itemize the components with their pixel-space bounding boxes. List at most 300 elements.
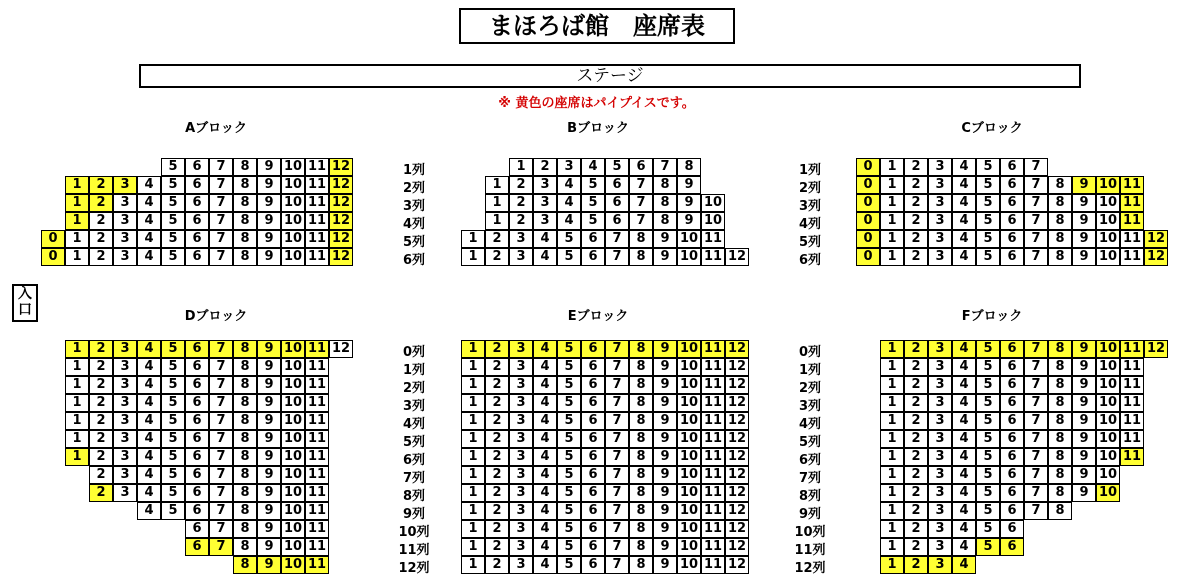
seat-e[interactable]: 6 [581,520,605,538]
seat-a[interactable]: 8 [233,248,257,266]
seat-c[interactable]: 1 [880,194,904,212]
seat-b[interactable]: 2 [485,248,509,266]
seat-e[interactable]: 7 [605,502,629,520]
seat-a[interactable]: 6 [185,230,209,248]
seat-e[interactable]: 5 [557,538,581,556]
seat-e[interactable]: 12 [725,556,749,574]
seat-d[interactable]: 3 [113,394,137,412]
seat-d[interactable]: 7 [209,466,233,484]
seat-e[interactable]: 8 [629,412,653,430]
seat-e[interactable]: 5 [557,448,581,466]
seat-f[interactable]: 2 [904,520,928,538]
seat-a[interactable]: 5 [161,194,185,212]
seat-e[interactable]: 2 [485,520,509,538]
seat-d[interactable]: 1 [65,340,89,358]
seat-a[interactable]: 3 [113,194,137,212]
seat-e[interactable]: 12 [725,466,749,484]
seat-b[interactable]: 1 [485,176,509,194]
seat-f[interactable]: 4 [952,430,976,448]
seat-f[interactable]: 10 [1096,466,1120,484]
seat-f[interactable]: 2 [904,430,928,448]
seat-c[interactable]: 10 [1096,176,1120,194]
seat-c[interactable]: 12 [1144,248,1168,266]
seat-f[interactable]: 5 [976,466,1000,484]
seat-e[interactable]: 3 [509,538,533,556]
seat-a[interactable]: 9 [257,248,281,266]
seat-e[interactable]: 7 [605,484,629,502]
seat-e[interactable]: 7 [605,448,629,466]
seat-c[interactable]: 4 [952,212,976,230]
seat-c[interactable]: 6 [1000,176,1024,194]
seat-d[interactable]: 7 [209,502,233,520]
seat-a[interactable]: 11 [305,248,329,266]
seat-e[interactable]: 12 [725,430,749,448]
seat-a[interactable]: 11 [305,212,329,230]
seat-a[interactable]: 4 [137,176,161,194]
seat-d[interactable]: 1 [65,358,89,376]
seat-f[interactable]: 8 [1048,466,1072,484]
seat-c[interactable]: 7 [1024,194,1048,212]
seat-f[interactable]: 1 [880,484,904,502]
seat-a[interactable]: 4 [137,194,161,212]
seat-f[interactable]: 10 [1096,394,1120,412]
seat-a[interactable]: 5 [161,158,185,176]
seat-e[interactable]: 6 [581,358,605,376]
seat-b[interactable]: 5 [581,176,605,194]
seat-c[interactable]: 2 [904,194,928,212]
seat-f[interactable]: 4 [952,538,976,556]
seat-c[interactable]: 1 [880,248,904,266]
seat-f[interactable]: 9 [1072,376,1096,394]
seat-d[interactable]: 11 [305,340,329,358]
seat-e[interactable]: 8 [629,520,653,538]
seat-f[interactable]: 6 [1000,358,1024,376]
seat-d[interactable]: 8 [233,412,257,430]
seat-f[interactable]: 2 [904,448,928,466]
seat-a[interactable]: 12 [329,230,353,248]
seat-e[interactable]: 2 [485,448,509,466]
seat-e[interactable]: 10 [677,340,701,358]
seat-f[interactable]: 9 [1072,430,1096,448]
seat-f[interactable]: 9 [1072,340,1096,358]
seat-e[interactable]: 3 [509,448,533,466]
seat-d[interactable]: 7 [209,340,233,358]
seat-f[interactable]: 2 [904,340,928,358]
seat-d[interactable]: 5 [161,466,185,484]
seat-b[interactable]: 9 [677,194,701,212]
seat-e[interactable]: 9 [653,340,677,358]
seat-d[interactable]: 4 [137,394,161,412]
seat-d[interactable]: 3 [113,412,137,430]
seat-f[interactable]: 5 [976,340,1000,358]
seat-a[interactable]: 2 [89,230,113,248]
seat-b[interactable]: 5 [557,230,581,248]
seat-f[interactable]: 2 [904,502,928,520]
seat-a[interactable]: 3 [113,248,137,266]
seat-f[interactable]: 4 [952,502,976,520]
seat-f[interactable]: 1 [880,340,904,358]
seat-f[interactable]: 4 [952,376,976,394]
seat-d[interactable]: 6 [185,430,209,448]
seat-e[interactable]: 11 [701,376,725,394]
seat-e[interactable]: 12 [725,340,749,358]
seat-f[interactable]: 1 [880,448,904,466]
seat-d[interactable]: 11 [305,412,329,430]
seat-a[interactable]: 5 [161,248,185,266]
seat-f[interactable]: 7 [1024,502,1048,520]
seat-d[interactable]: 7 [209,448,233,466]
seat-a[interactable]: 7 [209,248,233,266]
seat-e[interactable]: 1 [461,412,485,430]
seat-c[interactable]: 9 [1072,176,1096,194]
seat-d[interactable]: 8 [233,358,257,376]
seat-f[interactable]: 5 [976,394,1000,412]
seat-b[interactable]: 11 [701,248,725,266]
seat-b[interactable]: 7 [653,158,677,176]
seat-d[interactable]: 8 [233,376,257,394]
seat-b[interactable]: 1 [509,158,533,176]
seat-f[interactable]: 7 [1024,430,1048,448]
seat-a[interactable]: 9 [257,194,281,212]
seat-e[interactable]: 11 [701,430,725,448]
seat-f[interactable]: 3 [928,502,952,520]
seat-f[interactable]: 6 [1000,376,1024,394]
seat-e[interactable]: 10 [677,448,701,466]
seat-d[interactable]: 9 [257,502,281,520]
seat-b[interactable]: 6 [581,230,605,248]
seat-d[interactable]: 7 [209,412,233,430]
seat-d[interactable]: 10 [281,448,305,466]
seat-e[interactable]: 9 [653,484,677,502]
seat-c[interactable]: 9 [1072,230,1096,248]
seat-a[interactable]: 3 [113,212,137,230]
seat-b[interactable]: 9 [677,212,701,230]
seat-a[interactable]: 4 [137,230,161,248]
seat-b[interactable]: 3 [533,194,557,212]
seat-f[interactable]: 1 [880,394,904,412]
seat-c[interactable]: 6 [1000,194,1024,212]
seat-d[interactable]: 8 [233,448,257,466]
seat-b[interactable]: 4 [557,212,581,230]
seat-e[interactable]: 5 [557,412,581,430]
seat-c[interactable]: 2 [904,248,928,266]
seat-c[interactable]: 2 [904,158,928,176]
seat-d[interactable]: 10 [281,502,305,520]
seat-d[interactable]: 10 [281,430,305,448]
seat-b[interactable]: 6 [605,176,629,194]
seat-d[interactable]: 5 [161,502,185,520]
seat-f[interactable]: 7 [1024,376,1048,394]
seat-d[interactable]: 3 [113,448,137,466]
seat-a[interactable]: 8 [233,194,257,212]
seat-d[interactable]: 6 [185,358,209,376]
seat-f[interactable]: 3 [928,448,952,466]
seat-c[interactable]: 8 [1048,212,1072,230]
seat-e[interactable]: 10 [677,538,701,556]
seat-d[interactable]: 8 [233,340,257,358]
seat-f[interactable]: 4 [952,394,976,412]
seat-c[interactable]: 0 [856,248,880,266]
seat-e[interactable]: 10 [677,502,701,520]
seat-e[interactable]: 4 [533,538,557,556]
seat-e[interactable]: 6 [581,484,605,502]
seat-e[interactable]: 10 [677,520,701,538]
seat-a[interactable]: 10 [281,194,305,212]
seat-e[interactable]: 1 [461,358,485,376]
seat-d[interactable]: 3 [113,340,137,358]
seat-e[interactable]: 8 [629,358,653,376]
seat-e[interactable]: 11 [701,556,725,574]
seat-f[interactable]: 7 [1024,394,1048,412]
seat-c[interactable]: 9 [1072,212,1096,230]
seat-c[interactable]: 0 [856,230,880,248]
seat-c[interactable]: 3 [928,230,952,248]
seat-e[interactable]: 2 [485,466,509,484]
seat-c[interactable]: 10 [1096,248,1120,266]
seat-e[interactable]: 4 [533,430,557,448]
seat-d[interactable]: 9 [257,394,281,412]
seat-a[interactable]: 0 [41,248,65,266]
seat-e[interactable]: 4 [533,394,557,412]
seat-b[interactable]: 6 [605,194,629,212]
seat-c[interactable]: 2 [904,176,928,194]
seat-f[interactable]: 7 [1024,340,1048,358]
seat-d[interactable]: 10 [281,520,305,538]
seat-c[interactable]: 8 [1048,248,1072,266]
seat-f[interactable]: 11 [1120,340,1144,358]
seat-d[interactable]: 11 [305,394,329,412]
seat-f[interactable]: 11 [1120,376,1144,394]
seat-e[interactable]: 12 [725,502,749,520]
seat-c[interactable]: 11 [1120,194,1144,212]
seat-f[interactable]: 7 [1024,412,1048,430]
seat-d[interactable]: 4 [137,358,161,376]
seat-c[interactable]: 11 [1120,212,1144,230]
seat-a[interactable]: 1 [65,176,89,194]
seat-e[interactable]: 9 [653,466,677,484]
seat-d[interactable]: 3 [113,376,137,394]
seat-b[interactable]: 2 [509,176,533,194]
seat-c[interactable]: 4 [952,194,976,212]
seat-d[interactable]: 3 [113,430,137,448]
seat-d[interactable]: 4 [137,430,161,448]
seat-a[interactable]: 12 [329,158,353,176]
seat-d[interactable]: 12 [329,340,353,358]
seat-f[interactable]: 5 [976,484,1000,502]
seat-e[interactable]: 3 [509,502,533,520]
seat-e[interactable]: 10 [677,358,701,376]
seat-c[interactable]: 1 [880,212,904,230]
seat-b[interactable]: 8 [653,212,677,230]
seat-e[interactable]: 12 [725,484,749,502]
seat-c[interactable]: 0 [856,194,880,212]
seat-a[interactable]: 1 [65,248,89,266]
seat-b[interactable]: 1 [461,248,485,266]
seat-e[interactable]: 10 [677,556,701,574]
seat-d[interactable]: 4 [137,448,161,466]
seat-d[interactable]: 3 [113,484,137,502]
seat-a[interactable]: 7 [209,230,233,248]
seat-f[interactable]: 5 [976,412,1000,430]
seat-e[interactable]: 11 [701,412,725,430]
seat-d[interactable]: 4 [137,376,161,394]
seat-e[interactable]: 2 [485,502,509,520]
seat-d[interactable]: 10 [281,556,305,574]
seat-f[interactable]: 5 [976,358,1000,376]
seat-a[interactable]: 11 [305,158,329,176]
seat-f[interactable]: 10 [1096,484,1120,502]
seat-f[interactable]: 1 [880,430,904,448]
seat-d[interactable]: 10 [281,466,305,484]
seat-e[interactable]: 5 [557,394,581,412]
seat-e[interactable]: 5 [557,502,581,520]
seat-e[interactable]: 7 [605,412,629,430]
seat-d[interactable]: 2 [89,448,113,466]
seat-f[interactable]: 4 [952,466,976,484]
seat-e[interactable]: 3 [509,358,533,376]
seat-d[interactable]: 4 [137,484,161,502]
seat-a[interactable]: 7 [209,176,233,194]
seat-d[interactable]: 11 [305,538,329,556]
seat-d[interactable]: 5 [161,394,185,412]
seat-d[interactable]: 1 [65,412,89,430]
seat-a[interactable]: 2 [89,212,113,230]
seat-e[interactable]: 9 [653,502,677,520]
seat-c[interactable]: 5 [976,248,1000,266]
seat-f[interactable]: 1 [880,466,904,484]
seat-f[interactable]: 10 [1096,376,1120,394]
seat-e[interactable]: 10 [677,484,701,502]
seat-f[interactable]: 3 [928,484,952,502]
seat-f[interactable]: 3 [928,358,952,376]
seat-e[interactable]: 5 [557,556,581,574]
seat-f[interactable]: 8 [1048,358,1072,376]
seat-e[interactable]: 7 [605,376,629,394]
seat-a[interactable]: 6 [185,248,209,266]
seat-a[interactable]: 10 [281,230,305,248]
seat-f[interactable]: 7 [1024,466,1048,484]
seat-c[interactable]: 3 [928,194,952,212]
seat-d[interactable]: 6 [185,394,209,412]
seat-f[interactable]: 11 [1120,430,1144,448]
seat-e[interactable]: 11 [701,538,725,556]
seat-b[interactable]: 2 [509,194,533,212]
seat-d[interactable]: 11 [305,358,329,376]
seat-a[interactable]: 12 [329,176,353,194]
seat-d[interactable]: 10 [281,484,305,502]
seat-f[interactable]: 6 [1000,520,1024,538]
seat-b[interactable]: 9 [677,176,701,194]
seat-d[interactable]: 2 [89,466,113,484]
seat-c[interactable]: 8 [1048,194,1072,212]
seat-d[interactable]: 9 [257,520,281,538]
seat-a[interactable]: 7 [209,212,233,230]
seat-e[interactable]: 4 [533,412,557,430]
seat-d[interactable]: 9 [257,466,281,484]
seat-f[interactable]: 7 [1024,358,1048,376]
seat-d[interactable]: 4 [137,412,161,430]
seat-f[interactable]: 4 [952,448,976,466]
seat-e[interactable]: 7 [605,466,629,484]
seat-b[interactable]: 3 [533,212,557,230]
seat-e[interactable]: 6 [581,376,605,394]
seat-a[interactable]: 9 [257,158,281,176]
seat-c[interactable]: 10 [1096,194,1120,212]
seat-a[interactable]: 9 [257,230,281,248]
seat-e[interactable]: 5 [557,484,581,502]
seat-a[interactable]: 7 [209,158,233,176]
seat-d[interactable]: 2 [89,358,113,376]
seat-c[interactable]: 4 [952,176,976,194]
seat-d[interactable]: 8 [233,538,257,556]
seat-b[interactable]: 4 [557,194,581,212]
seat-d[interactable]: 7 [209,484,233,502]
seat-b[interactable]: 4 [581,158,605,176]
seat-b[interactable]: 3 [557,158,581,176]
seat-b[interactable]: 4 [533,230,557,248]
seat-d[interactable]: 2 [89,412,113,430]
seat-e[interactable]: 5 [557,430,581,448]
seat-e[interactable]: 5 [557,358,581,376]
seat-f[interactable]: 5 [976,430,1000,448]
seat-f[interactable]: 1 [880,556,904,574]
seat-a[interactable]: 12 [329,248,353,266]
seat-c[interactable]: 3 [928,212,952,230]
seat-d[interactable]: 8 [233,430,257,448]
seat-e[interactable]: 1 [461,430,485,448]
seat-f[interactable]: 2 [904,394,928,412]
seat-c[interactable]: 3 [928,158,952,176]
seat-e[interactable]: 6 [581,502,605,520]
seat-e[interactable]: 2 [485,340,509,358]
seat-a[interactable]: 9 [257,176,281,194]
seat-d[interactable]: 1 [65,430,89,448]
seat-d[interactable]: 6 [185,484,209,502]
seat-d[interactable]: 10 [281,412,305,430]
seat-e[interactable]: 11 [701,520,725,538]
seat-d[interactable]: 8 [233,502,257,520]
seat-b[interactable]: 1 [485,194,509,212]
seat-d[interactable]: 5 [161,484,185,502]
seat-e[interactable]: 11 [701,502,725,520]
seat-f[interactable]: 1 [880,376,904,394]
seat-f[interactable]: 8 [1048,448,1072,466]
seat-b[interactable]: 10 [701,194,725,212]
seat-b[interactable]: 4 [533,248,557,266]
seat-b[interactable]: 6 [629,158,653,176]
seat-b[interactable]: 8 [653,176,677,194]
seat-d[interactable]: 8 [233,556,257,574]
seat-a[interactable]: 7 [209,194,233,212]
seat-d[interactable]: 9 [257,484,281,502]
seat-b[interactable]: 11 [701,230,725,248]
seat-a[interactable]: 11 [305,194,329,212]
seat-e[interactable]: 10 [677,376,701,394]
seat-e[interactable]: 2 [485,556,509,574]
seat-d[interactable]: 7 [209,520,233,538]
seat-d[interactable]: 10 [281,394,305,412]
seat-a[interactable]: 2 [89,194,113,212]
seat-e[interactable]: 12 [725,520,749,538]
seat-e[interactable]: 3 [509,430,533,448]
seat-f[interactable]: 2 [904,358,928,376]
seat-d[interactable]: 11 [305,484,329,502]
seat-f[interactable]: 4 [952,556,976,574]
seat-f[interactable]: 10 [1096,412,1120,430]
seat-d[interactable]: 1 [65,448,89,466]
seat-b[interactable]: 5 [581,194,605,212]
seat-e[interactable]: 6 [581,412,605,430]
